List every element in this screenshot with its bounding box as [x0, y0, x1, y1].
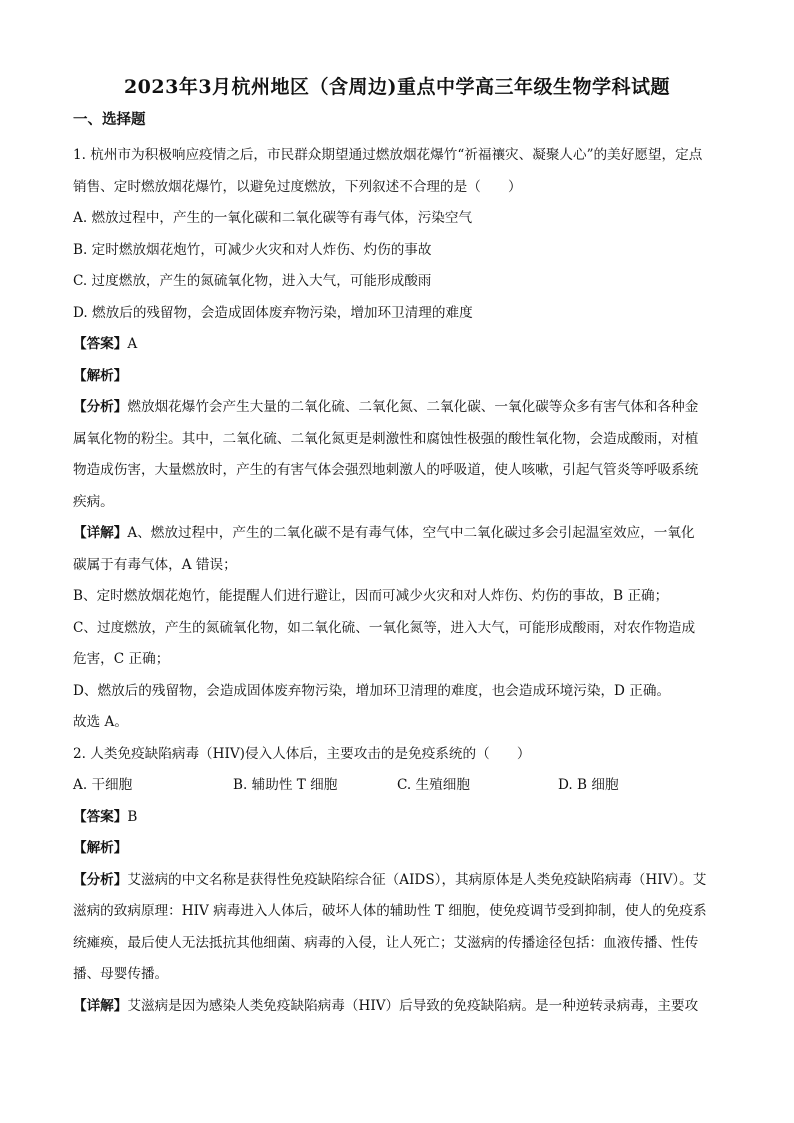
q1-analysis-heading: 【解析】: [73, 367, 128, 384]
q2-fenxi-text1: 艾滋病的中文名称是获得性免疫缺陷综合征（AIDS），其病原体是人类免疫缺陷病毒（HIV）。艾: [127, 871, 707, 888]
q1-answer-tag: 【答案】: [73, 336, 128, 352]
section-heading: 一、选择题: [73, 111, 146, 128]
q1-xiangjie-line1: [73, 518, 721, 550]
q2-xiangjie-tag: 【详解】: [73, 997, 128, 1014]
q1-fenxi-text1: 燃放烟花爆竹会产生大量的二氧化硫、二氧化氮、二氧化碳、一氧化碳等众多有害气体和各种金: [127, 399, 699, 415]
q2-option-d: D. B 细胞: [558, 777, 619, 793]
q2-option-a: A. 干细胞: [73, 777, 133, 793]
q1-answer-value: A: [127, 336, 138, 352]
q1-fenxi-line2: 属氧化物的粉尘。其中，二氧化硫、二氧化氮更是刺激性和腐蚀性极强的酸性氧化物，会造成酸雨，对植: [73, 430, 699, 447]
q2-fenxi-line4: 播、母婴传播。: [73, 966, 169, 982]
q2-answer-tag: 【答案】: [73, 808, 128, 825]
q1-option-c: C. 过度燃放，产生的氮硫氧化物，进入大气，可能形成酸雨: [73, 273, 432, 289]
q1-xiangjie-line3: B、定时燃放烟花炮竹，能提醒人们进行避让，因而可减少火灾和对人炸伤、灼伤的事故，B 正确；: [73, 588, 669, 604]
q1-xiangjie-line4: C、过度燃放，产生的氮硫氧化物，如二氧化硫、一氧化氮等，进入大气，可能形成酸雨，对农作物造成: [73, 619, 696, 636]
q1-option-b: B. 定时燃放烟花炮竹，可减少火灾和对人炸伤、灼伤的事故: [73, 241, 432, 258]
q1-stem-line1: 1. 杭州市为积极响应疫情之后，市民群众期望通过燃放烟花爆竹“祈福禳灾、凝聚人心”的美好愿望，定点: [73, 147, 703, 163]
q1-xiangjie-line2: 碳属于有毒气体，A 错误；: [73, 556, 237, 573]
q2-fenxi-line1: [73, 865, 721, 897]
q2-options-row: [73, 770, 721, 802]
q2-xiangjie-text1: 艾滋病是因为感染人类免疫缺陷病毒（HIV）后导致的免疫缺陷病。是一种逆转录病毒，主要攻: [127, 997, 699, 1014]
document-body: [73, 140, 721, 1022]
q1-stem-line2: 销售、定时燃放烟花爆竹，以避免过度燃放，下列叙述不合理的是（ ）: [73, 178, 522, 195]
q1-fenxi-line3: 物造成伤害，大量燃放时，产生的有害气体会强烈地刺激人的呼吸道，使人咳嗽，引起气管炎等呼吸系统: [73, 462, 699, 478]
q2-fenxi-tag: 【分析】: [73, 871, 128, 888]
q1-xiangjie-line5: 危害，C 正确；: [73, 651, 170, 667]
q2-fenxi-line2: 滋病的致病原理：HIV 病毒进入人体后，破坏人体的辅助性 T 细胞，使免疫调节受到抑制，使人的免疫系: [73, 903, 707, 919]
q1-option-d: D. 燃放后的残留物，会造成固体废弃物污染，增加环卫清理的难度: [73, 304, 473, 321]
q1-answer: [73, 329, 721, 361]
q1-fenxi-line1: [73, 392, 721, 424]
q2-option-b: B. 辅助性 T 细胞: [233, 777, 338, 793]
q1-xiangjie-tag: 【详解】: [73, 525, 128, 541]
q2-xiangjie-line1: [73, 991, 721, 1023]
q1-option-a: A. 燃放过程中，产生的一氧化碳和二氧化碳等有毒气体，污染空气: [73, 210, 473, 226]
q1-fenxi-tag: 【分析】: [73, 399, 128, 415]
q2-answer-value: B: [127, 808, 138, 825]
q2-analysis-heading: 【解析】: [73, 840, 128, 856]
q1-conclusion: 故选 A。: [73, 714, 128, 730]
q2-option-c: C. 生殖细胞: [397, 777, 470, 793]
q2-fenxi-line3: 统瘫痪，最后使人无法抵抗其他细菌、病毒的入侵，让人死亡；艾滋病的传播途径包括：血液传播、性传: [73, 934, 699, 951]
q2-answer: [73, 802, 721, 834]
q1-fenxi-line4: 疾病。: [73, 493, 114, 510]
q1-xiangjie-text1: A、燃放过程中，产生的二氧化碳不是有毒气体，空气中二氧化碳过多会引起温室效应，一氧化: [127, 525, 695, 541]
page-title: 2023年3月杭州地区（含周边)重点中学高三年级生物学科试题: [123, 76, 671, 98]
q2-stem: 2. 人类免疫缺陷病毒（HIV)侵入人体后，主要攻击的是免疫系统的（ ）: [73, 745, 531, 762]
q1-xiangjie-line6: D、燃放后的残留物，会造成固体废弃物污染，增加环卫清理的难度，也会造成环境污染，D 正确。: [73, 682, 671, 699]
